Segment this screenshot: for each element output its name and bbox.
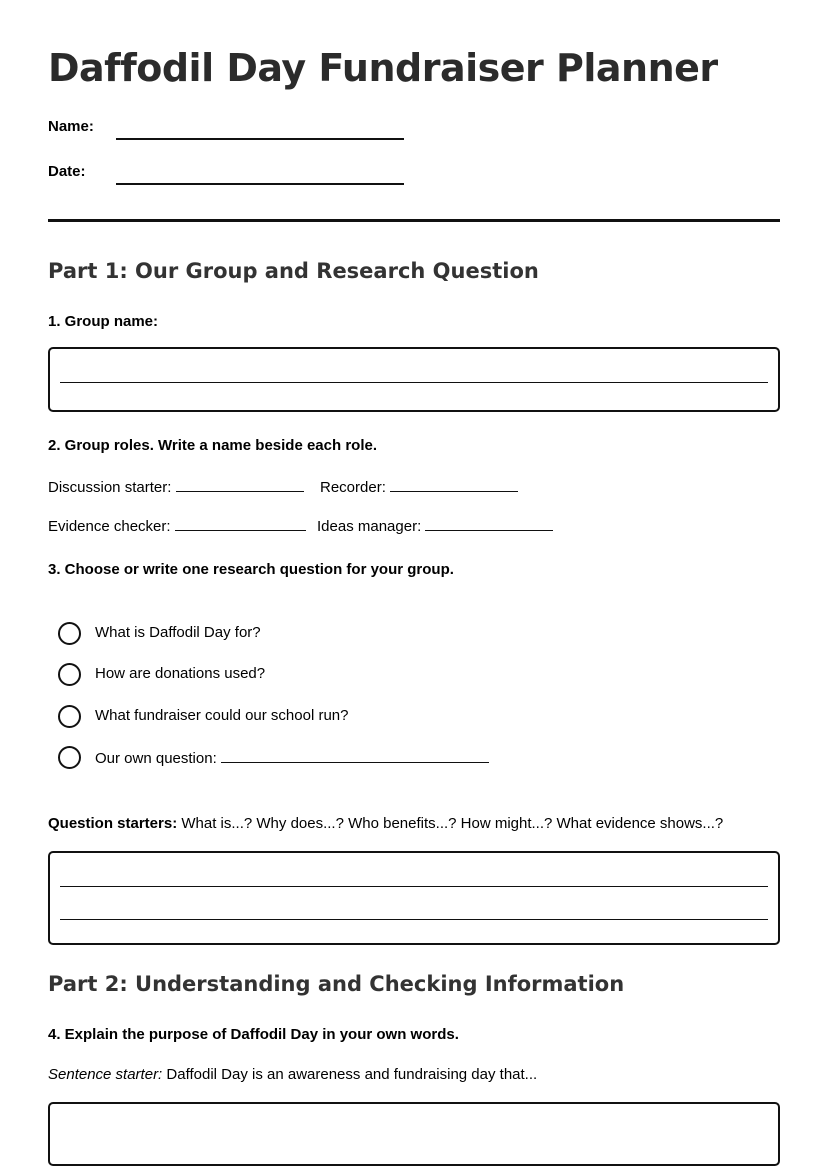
answer-line: [60, 919, 768, 920]
name-field[interactable]: [116, 138, 404, 140]
own-question-blank[interactable]: [221, 748, 489, 763]
role-evidence-checker-blank[interactable]: [175, 516, 306, 531]
part2-heading: Part 2: Understanding and Checking Information: [48, 972, 625, 996]
role-recorder-blank[interactable]: [390, 477, 518, 492]
answer-line: [60, 382, 768, 383]
question-3-label: 3. Choose or write one research question for your group.: [48, 561, 454, 578]
date-field[interactable]: [116, 183, 404, 185]
research-question-answer-box[interactable]: [48, 851, 780, 945]
answer-line: [60, 886, 768, 887]
role-discussion-starter: Discussion starter:: [48, 477, 304, 496]
sentence-starter: Sentence starter: Daffodil Day is an awareness and fundraising day that...: [48, 1066, 538, 1083]
purpose-answer-box[interactable]: [48, 1102, 780, 1166]
question-1-label: 1. Group name:: [48, 313, 159, 330]
radio-button[interactable]: [58, 746, 81, 769]
radio-button[interactable]: [58, 663, 81, 686]
question-starters: Question starters: What is...? Why does...? Who benefits...? How might...? What evidence shows...?: [48, 815, 724, 832]
question-4-label: 4. Explain the purpose of Daffodil Day in your own words.: [48, 1026, 459, 1043]
radio-button[interactable]: [58, 622, 81, 645]
role-discussion-starter-blank[interactable]: [176, 477, 304, 492]
role-ideas-manager: Ideas manager:: [317, 516, 553, 535]
radio-button[interactable]: [58, 705, 81, 728]
date-label: Date:: [48, 163, 86, 180]
group-name-answer-box[interactable]: [48, 347, 780, 412]
role-ideas-manager-blank[interactable]: [425, 516, 553, 531]
header-divider: [48, 219, 780, 222]
part1-heading: Part 1: Our Group and Research Question: [48, 259, 539, 283]
name-label: Name:: [48, 118, 94, 135]
question-2-label: 2. Group roles. Write a name beside each role.: [48, 437, 378, 454]
role-recorder: Recorder:: [320, 477, 518, 496]
role-evidence-checker: Evidence checker:: [48, 516, 306, 535]
page-title: Daffodil Day Fundraiser Planner: [48, 46, 718, 90]
